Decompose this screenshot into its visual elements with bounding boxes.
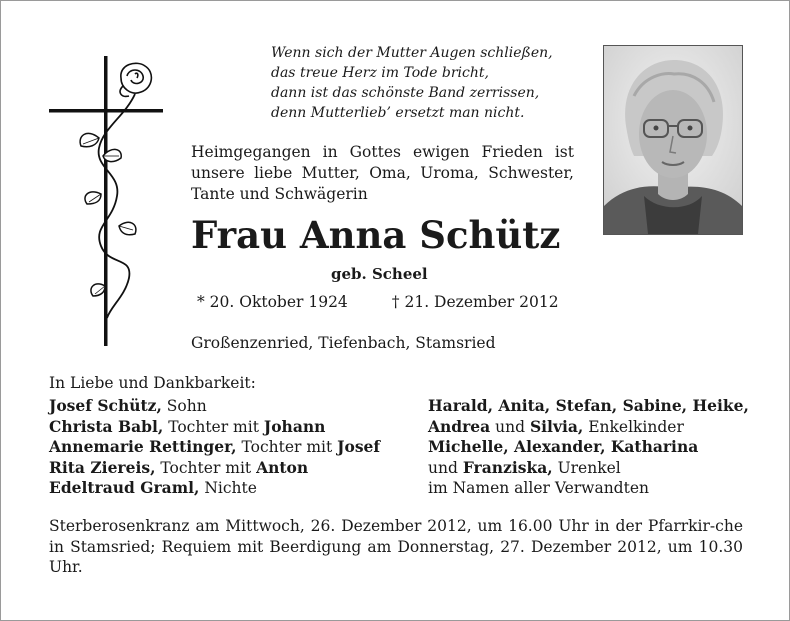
- memorial-poem: Wenn sich der Mutter Augen schließen, das treue Herz im Tode bricht, dann ist das schönste Band zerrissen, denn Mutterlieb’ ersetzt man nicht.: [271, 45, 553, 121]
- intro-text: Heimgegangen in Gottes ewigen Frieden ist unsere liebe Mutter, Oma, Uroma, Schwester, Tante und Schwägerin: [191, 143, 574, 203]
- maiden-name: geb. Scheel: [331, 265, 428, 283]
- cross-with-rose-icon: [41, 56, 171, 356]
- portrait-photo: [603, 45, 743, 235]
- mourner-line: Andrea und Silvia, Enkelkinder: [428, 416, 684, 436]
- deceased-name: Frau Anna Schütz: [191, 213, 561, 257]
- mourner-line: Harald, Anita, Stefan, Sabine, Heike,: [428, 396, 749, 415]
- birth-date: * 20. Oktober 1924: [197, 293, 348, 311]
- service-details: Sterberosenkranz am Mittwoch, 26. Dezember 2012, um 16.00 Uhr in der Pfarrkir-che in Stamsried; Requiem mit Beerdigung am Donnerstag, 27. Dezember 2012, um 10.30 Uhr.: [49, 517, 743, 576]
- portrait-image: [604, 46, 742, 234]
- mourner-line: und Franziska, Urenkel: [428, 457, 621, 477]
- mourners-right-column: [428, 396, 749, 499]
- mourner-line: Josef Schütz, Sohn: [49, 396, 207, 415]
- mourner-line: Annemarie Rettinger, Tochter mit Josef: [49, 437, 381, 456]
- mourner-line: Edeltraud Graml, Nichte: [49, 478, 257, 497]
- mourners-left-column: [49, 396, 380, 499]
- places: Großenzenried, Tiefenbach, Stamsried: [191, 334, 496, 352]
- death-date: † 21. Dezember 2012: [391, 293, 559, 311]
- life-dates: [197, 293, 559, 311]
- mourner-line: Rita Ziereis, Tochter mit Anton: [49, 457, 309, 477]
- mourner-line: Michelle, Alexander, Katharina: [428, 437, 699, 456]
- mourners-heading: In Liebe und Dankbarkeit:: [49, 374, 256, 392]
- mourner-line: Christa Babl, Tochter mit Johann: [49, 416, 326, 436]
- mourner-line: im Namen aller Verwandten: [428, 479, 649, 497]
